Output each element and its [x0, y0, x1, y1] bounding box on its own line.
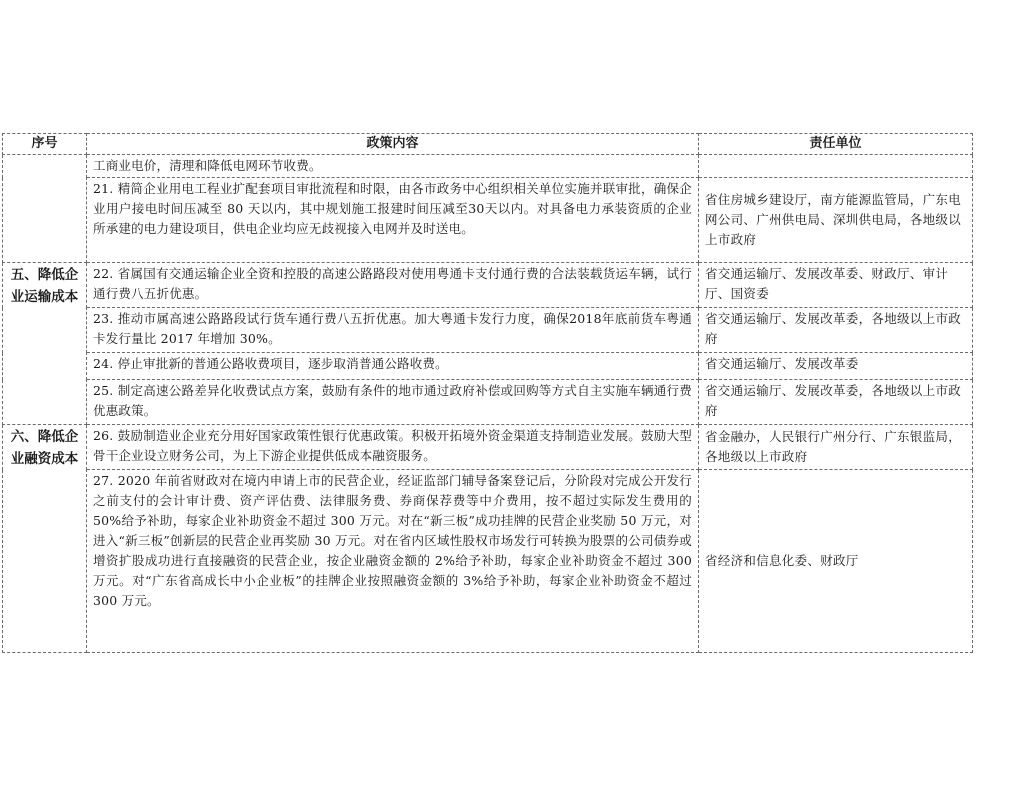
content-cell: 25. 制定高速公路差异化收费试点方案，鼓励有条件的地市通过政府补偿或回购等方式自主实施车辆通行费优惠政策。	[87, 380, 699, 425]
unit-cell-empty	[699, 155, 973, 178]
content-cell: 26. 鼓励制造业企业充分用好国家政策性银行优惠政策。积极开拓境外资金渠道支持制造业发展。鼓励大型骨干企业设立财务公司，为上下游企业提供低成本融资服务。	[87, 425, 699, 470]
unit-cell: 省交通运输厅、发展改革委，各地级以上市政府	[699, 380, 973, 425]
content-cell: 工商业电价，清理和降低电网环节收费。	[87, 155, 699, 178]
table-row	[3, 353, 973, 380]
content-cell: 21. 精简企业用电工程业扩配套项目审批流程和时限，由各市政务中心组织相关单位实施并联审批，确保企业用户接电时间压减至 80 天以内，其中规划施工报建时间压减至30天以内。对具备电力承装资质的企业所承建的电力建设项目，供电企业均应无歧视接入电网并及时送电。	[87, 178, 699, 263]
policy-table	[2, 133, 973, 653]
content-cell: 24. 停止审批新的普通公路收费项目，逐步取消普通公路收费。	[87, 353, 699, 380]
unit-cell: 省金融办，人民银行广州分行、广东银监局，各地级以上市政府	[699, 425, 973, 470]
table-row	[3, 380, 973, 425]
seq-cell-empty	[3, 155, 87, 263]
unit-cell: 省交通运输厅、发展改革委，各地级以上市政府	[699, 308, 973, 353]
table-header-row	[3, 134, 973, 155]
unit-cell: 省经济和信息化委、财政厅	[699, 470, 973, 653]
unit-cell: 省交通运输厅、发展改革委、财政厅、审计厅、国资委	[699, 263, 973, 308]
group-title-transport: 五、降低企业运输成本	[3, 263, 87, 425]
content-cell: 27. 2020 年前省财政对在境内申请上市的民营企业，经证监部门辅导备案登记后，分阶段对完成公开发行之前支付的会计审计费、资产评估费、法律服务费、券商保荐费等中介费用，按不超过实际发生费用的 50%给予补助，每家企业补助资金不超过 300 万元。对在“新三板”成功挂牌的民营企业奖励 50 万元，对进入“新三板”创新层的民营企业再奖励 30 万元。对在省内区域性股权市场发行可转换为股票的公司债券或增资扩股成功进行直接融资的民营企业，按企业融资金额的 2%给予补助，每家企业补助资金不超过 300万元。对“广东省高成长中小企业板”的挂牌企业按照融资金额的 3%给予补助，每家企业补助资金不超过 300 万元。	[87, 470, 699, 653]
table-row	[3, 308, 973, 353]
header-content: 政策内容	[87, 134, 699, 155]
group-title-financing: 六、降低企业融资成本	[3, 425, 87, 653]
unit-cell: 省住房城乡建设厅，南方能源监管局，广东电网公司、广州供电局、深圳供电局，各地级以上市政府	[699, 178, 973, 263]
table-row	[3, 425, 973, 470]
content-cell: 22. 省属国有交通运输企业全资和控股的高速公路路段对使用粤通卡支付通行费的合法装载货运车辆，试行通行费八五折优惠。	[87, 263, 699, 308]
table-row	[3, 178, 973, 263]
header-unit: 责任单位	[699, 134, 973, 155]
content-cell: 23. 推动市属高速公路路段试行货车通行费八五折优惠。加大粤通卡发行力度，确保2018年底前货车粤通卡发行量比 2017 年增加 30%。	[87, 308, 699, 353]
table-row	[3, 155, 973, 178]
table-row	[3, 470, 973, 653]
unit-cell: 省交通运输厅、发展改革委	[699, 353, 973, 380]
header-seq: 序号	[3, 134, 87, 155]
table-row	[3, 263, 973, 308]
